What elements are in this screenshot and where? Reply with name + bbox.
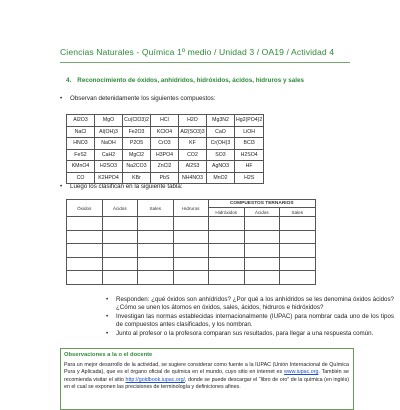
classify-cell[interactable] [173, 257, 209, 271]
classify-cell[interactable] [67, 217, 103, 231]
compounds-row [67, 172, 264, 184]
compound-cell: SO3 [207, 149, 235, 161]
compound-cell: KBr [123, 172, 151, 184]
compound-cell: AgNO3 [207, 161, 235, 173]
compound-cell: ZnCl2 [151, 161, 179, 173]
question-item: • Investigan las normas establecidas internacionalmente (IUPAC) para nombrar cada uno de los tipos de compuestos antes clasificados, y los nombran. [106, 313, 394, 329]
compound-cell: NaCl [67, 126, 95, 138]
compound-cell: PbS [151, 172, 179, 184]
compound-cell: Fe2O3 [123, 126, 151, 138]
classify-cell[interactable] [138, 217, 174, 231]
classify-cell[interactable] [138, 244, 174, 258]
compound-cell: CaH2 [95, 149, 123, 161]
compound-cell: Na2CO3 [123, 161, 151, 173]
page-header: Ciencias Naturales - Química 1º medio / Unidad 3 / OA19 / Actividad 4 [60, 47, 335, 57]
compound-cell: Mg3N2 [207, 115, 235, 127]
compound-cell: Cr(OH)3 [207, 138, 235, 150]
compound-cell: CO2 [179, 149, 207, 161]
compound-cell: NH4NO3 [179, 172, 207, 184]
classify-column-header: Óxidos [67, 200, 103, 217]
classify-cell[interactable] [173, 217, 209, 231]
compound-cell: CO [67, 172, 95, 184]
compound-cell: H2O [179, 115, 207, 127]
goldbook-link[interactable]: http://goldbook.iupac.org/ [125, 376, 185, 383]
classify-cell[interactable] [173, 271, 209, 285]
question-item: • Junto al profesor o la profesora comparan sus resultados, para llegar a una respuesta común. [106, 330, 394, 338]
classify-row [67, 257, 316, 271]
classify-cell[interactable] [209, 230, 245, 244]
classify-cell[interactable] [209, 257, 245, 271]
compound-cell: KMnO4 [67, 161, 95, 173]
classify-cell[interactable] [138, 230, 174, 244]
classify-cell[interactable] [244, 217, 280, 231]
compound-cell: Al2(SO3)3 [179, 126, 207, 138]
compound-cell: MgCl2 [123, 149, 151, 161]
section-title [66, 77, 304, 84]
questions-list [66, 296, 394, 339]
compound-cell: CaO [207, 126, 235, 138]
compounds-row [67, 149, 264, 161]
classify-cell[interactable] [102, 271, 138, 285]
compound-cell: P2O5 [123, 138, 151, 150]
compound-cell: H2S [235, 172, 264, 184]
compound-cell: H2SO3 [95, 161, 123, 173]
section-heading: Reconocimiento de óxidos, anhídridos, hidróxidos, ácidos, hidruros y sales [77, 77, 304, 84]
classify-step-text: Luego los clasifican en la siguiente tabla: [70, 183, 183, 190]
compounds-row [67, 115, 264, 127]
classify-cell[interactable] [173, 244, 209, 258]
compound-cell: Al2S3 [179, 161, 207, 173]
compound-cell: MgO [95, 115, 123, 127]
classify-cell[interactable] [280, 244, 316, 258]
classify-cell[interactable] [209, 271, 245, 285]
classify-cell[interactable] [280, 230, 316, 244]
compound-cell: BCl3 [235, 138, 264, 150]
compound-cell: FeS2 [67, 149, 95, 161]
compound-cell: KClO4 [151, 126, 179, 138]
classify-cell[interactable] [209, 244, 245, 258]
classify-row [67, 230, 316, 244]
ternary-header: COMPUESTOS TERNARIOS [209, 200, 316, 208]
classify-cell[interactable] [244, 271, 280, 285]
compound-cell: Hg2(PO4)2 [235, 115, 264, 127]
classify-cell[interactable] [102, 257, 138, 271]
classify-column-header: Sales [280, 208, 316, 217]
section-number: 4. [66, 77, 72, 84]
classify-cell[interactable] [209, 217, 245, 231]
compound-cell: MnO2 [207, 172, 235, 184]
classify-row [67, 244, 316, 258]
compounds-row [67, 126, 264, 138]
classify-cell[interactable] [244, 230, 280, 244]
compound-cell: Cu(ClO3)2 [123, 115, 151, 127]
teacher-notes-box [60, 348, 354, 410]
classify-column-header: Ácidos [102, 200, 138, 217]
observe-step [60, 95, 216, 102]
classify-cell[interactable] [244, 244, 280, 258]
classify-cell[interactable] [138, 257, 174, 271]
classify-cell[interactable] [138, 271, 174, 285]
compound-cell: H3PO4 [151, 149, 179, 161]
teacher-notes-title: Observaciones a la o el docente [64, 352, 153, 358]
header-divider [60, 62, 350, 63]
bullet-icon: • [60, 183, 63, 190]
compound-cell: LiOH [235, 126, 264, 138]
compound-cell: HNO3 [67, 138, 95, 150]
observe-step-text: Observan detenidamente los siguientes compuestos: [70, 95, 216, 102]
classify-row [67, 271, 316, 285]
compounds-row [67, 138, 264, 150]
classify-cell[interactable] [102, 217, 138, 231]
question-item: • Responden: ¿qué óxidos son anhídridos? ¿Por qué a los anhídridos se les denomina óxidos ácidos? ¿Cómo se unen los átomos en óxidos, sales, ácidos, hidruros e hidróxidos? [106, 296, 394, 312]
classify-column-header: Hidruros [173, 200, 209, 217]
classify-column-header: Sales [138, 200, 174, 217]
compound-cell: HF [235, 161, 264, 173]
compound-cell: CrO3 [151, 138, 179, 150]
classify-row [67, 217, 316, 231]
classify-cell[interactable] [280, 271, 316, 285]
classify-cell[interactable] [173, 230, 209, 244]
classify-cell[interactable] [280, 217, 316, 231]
compounds-row [67, 161, 264, 173]
classify-cell[interactable] [280, 257, 316, 271]
classify-cell[interactable] [244, 257, 280, 271]
classify-column-header: Hidróxidos [209, 208, 245, 217]
teacher-notes-text [64, 362, 349, 392]
classify-cell[interactable] [67, 257, 103, 271]
compound-cell: H2SO4 [235, 149, 264, 161]
iupac-link[interactable]: www.iupac.org [283, 369, 319, 376]
compound-cell: NaOH [95, 138, 123, 150]
compound-cell: K2HPO4 [95, 172, 123, 184]
classify-header-row [67, 200, 316, 208]
compound-cell: HCl [151, 115, 179, 127]
notes-text-part: , donde se puede descargar el “libro de oro” de la química (en inglés) en el cual se exponen las precisiones de terminología y definiciones afines. [64, 376, 350, 391]
classify-cell[interactable] [67, 244, 103, 258]
classify-step [60, 183, 182, 190]
compound-cell: KF [179, 138, 207, 150]
classify-cell[interactable] [67, 271, 103, 285]
classify-cell[interactable] [102, 230, 138, 244]
notes-text-part: . También se recomienda visitar el sitio [64, 369, 349, 383]
notes-text-part: Para un mejor desarrollo de la actividad, se sugiere considerar como fuente a la IUPAC (Unión Internacional de Química Pura y Aplicada), que es el órgano oficial de química en el mundo, cuyo sitio en internet es [64, 362, 349, 376]
classify-column-header: Ácidos [244, 208, 280, 217]
classify-cell[interactable] [67, 230, 103, 244]
classification-table [66, 199, 316, 285]
compound-cell: Al(OH)3 [95, 126, 123, 138]
compounds-table [66, 114, 264, 184]
compound-cell: Al2O3 [67, 115, 95, 127]
bullet-icon: • [60, 95, 63, 102]
classify-cell[interactable] [102, 244, 138, 258]
